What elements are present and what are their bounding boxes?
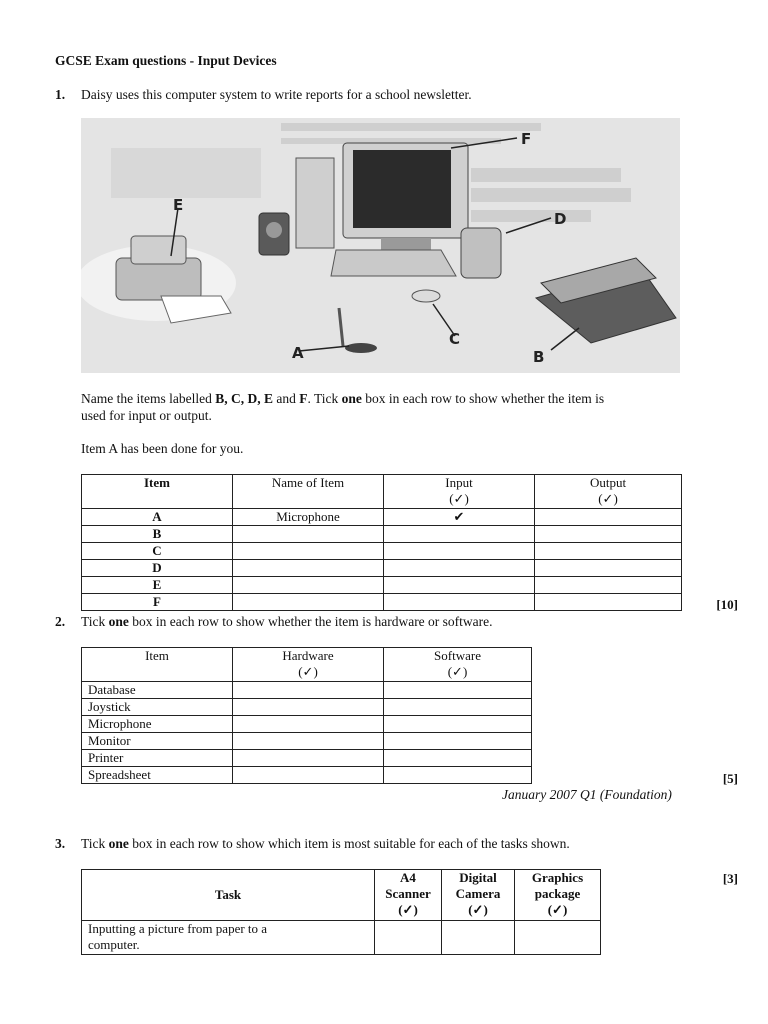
table-row: A Microphone ✔ bbox=[82, 509, 682, 526]
q1-example-note: Item A has been done for you. bbox=[81, 441, 244, 456]
table-row: Monitor bbox=[82, 733, 532, 750]
label-b: B bbox=[533, 348, 545, 366]
table-row: Printer bbox=[82, 750, 532, 767]
q2-number: 2. bbox=[55, 614, 66, 629]
q2-marks: [5] bbox=[722, 771, 738, 786]
q1-header-row bbox=[82, 475, 682, 509]
header-output: Output (✓) bbox=[535, 475, 682, 509]
header-scanner: A4 Scanner (✓) bbox=[375, 870, 442, 921]
label-a: A bbox=[292, 344, 304, 362]
q1-marks: [10] bbox=[716, 597, 738, 612]
q1-number: 1. bbox=[55, 87, 66, 102]
label-d: D bbox=[554, 210, 567, 228]
q1-intro: Daisy uses this computer system to write reports for a school newsletter. bbox=[81, 87, 472, 102]
table-row: Joystick bbox=[82, 699, 532, 716]
page-title: GCSE Exam questions - Input Devices bbox=[55, 53, 277, 68]
table-row: B bbox=[82, 526, 682, 543]
q3-table bbox=[81, 869, 601, 955]
q3-number: 3. bbox=[55, 836, 66, 851]
table-row: E bbox=[82, 577, 682, 594]
computer-system-photo bbox=[81, 118, 680, 373]
label-e: E bbox=[173, 196, 184, 214]
q2-source: January 2007 Q1 (Foundation) bbox=[502, 787, 672, 802]
monitor-illustration bbox=[343, 143, 468, 250]
label-c: C bbox=[449, 330, 461, 348]
header-item: Item bbox=[82, 648, 233, 682]
table-row: Microphone bbox=[82, 716, 532, 733]
table-row: Database bbox=[82, 682, 532, 699]
q1-table bbox=[81, 474, 682, 611]
header-item: Item bbox=[82, 475, 233, 509]
table-row: F bbox=[82, 594, 682, 611]
q3-header-row bbox=[82, 870, 601, 921]
q3-instruction: Tick one box in each row to show which item is most suitable for each of the tasks shown. bbox=[81, 836, 570, 851]
q2-instruction: Tick one box in each row to show whether the item is hardware or software. bbox=[81, 614, 493, 629]
header-task: Task bbox=[82, 870, 375, 921]
header-software: Software (✓) bbox=[384, 648, 532, 682]
header-input: Input (✓) bbox=[384, 475, 535, 509]
header-hardware: Hardware (✓) bbox=[233, 648, 384, 682]
q1-instruction: Name the items labelled B, C, D, E and F. Tick one box in each row to show whether the item is used for input or output. bbox=[81, 391, 605, 423]
q2-header-row bbox=[82, 648, 532, 682]
task-cell: Inputting a picture from paper to a computer. bbox=[82, 921, 375, 955]
label-f: F bbox=[521, 130, 532, 148]
q3-marks: [3] bbox=[722, 871, 738, 886]
table-row: C bbox=[82, 543, 682, 560]
header-graphics: Graphics package (✓) bbox=[515, 870, 601, 921]
table-row: D bbox=[82, 560, 682, 577]
computer-system-illustration bbox=[81, 118, 680, 373]
header-name: Name of Item bbox=[233, 475, 384, 509]
table-row bbox=[82, 921, 601, 955]
q2-table bbox=[81, 647, 532, 784]
header-camera: Digital Camera (✓) bbox=[442, 870, 515, 921]
table-row: Spreadsheet bbox=[82, 767, 532, 784]
